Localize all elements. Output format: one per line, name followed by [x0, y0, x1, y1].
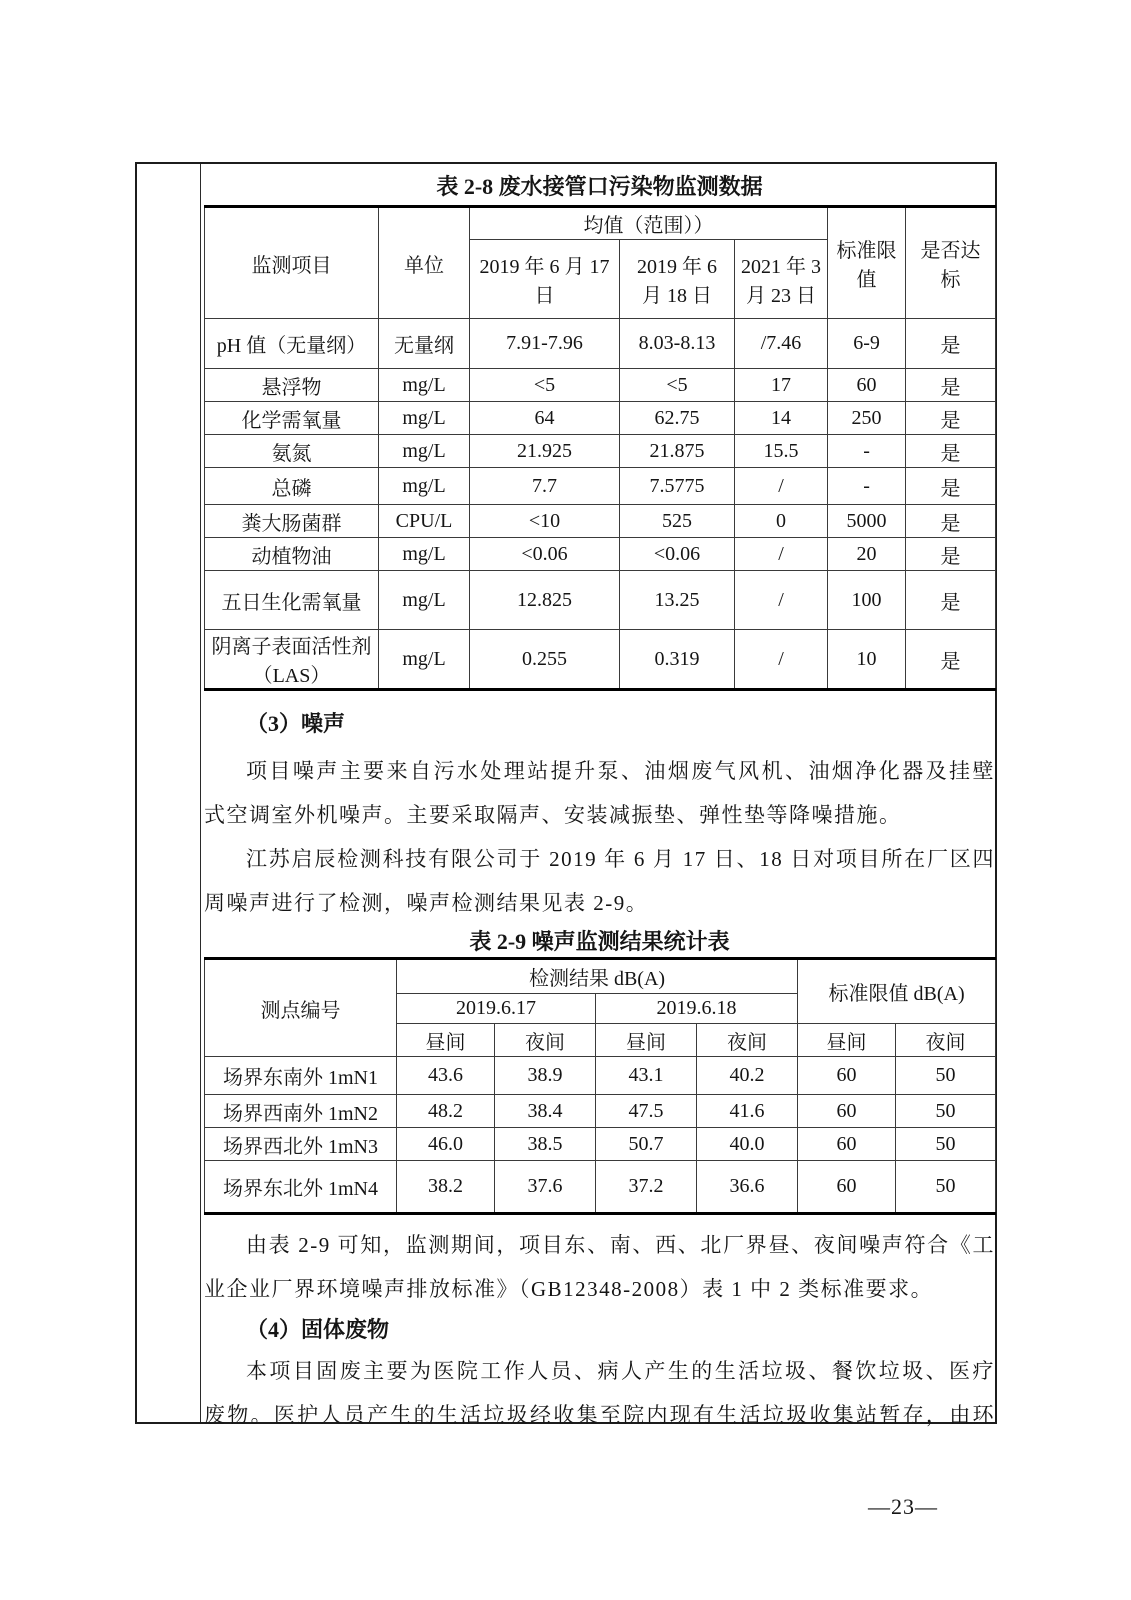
value-cell: 20 — [828, 538, 906, 571]
value-cell: 40.2 — [697, 1057, 798, 1095]
row-label-cell: 粪大肠菌群 — [205, 505, 379, 538]
row-label-cell: 化学需氧量 — [205, 402, 379, 435]
value-cell: 36.6 — [697, 1161, 798, 1214]
column-header-night: 夜间 — [896, 1024, 996, 1057]
table-row — [205, 630, 996, 690]
value-cell: 6-9 — [828, 319, 906, 369]
row-label-cell: 氨氮 — [205, 435, 379, 468]
column-header-date-3: 2021 年 3 月 23 日 — [735, 240, 828, 319]
value-cell: mg/L — [379, 435, 470, 468]
value-cell: <0.06 — [620, 538, 735, 571]
row-label-cell: 总磷 — [205, 468, 379, 505]
value-cell: 38.2 — [397, 1161, 495, 1214]
value-cell: 0.319 — [620, 630, 735, 690]
noise-paragraph-2 — [204, 837, 995, 925]
noise-table-body — [205, 1057, 996, 1214]
table-row — [205, 1128, 996, 1161]
row-label-cell: pH 值（无量纲） — [205, 319, 379, 369]
value-cell: 62.75 — [620, 402, 735, 435]
column-header-night: 夜间 — [495, 1024, 596, 1057]
value-cell: 60 — [798, 1057, 896, 1095]
table-row — [205, 505, 996, 538]
value-cell: 是 — [906, 319, 996, 369]
value-cell: <10 — [470, 505, 620, 538]
paragraph-line: 项目噪声主要来自污水处理站提升泵、油烟废气风机、油烟净化器及挂壁 — [246, 759, 995, 783]
column-header-limit: 标准限值 dB(A) — [798, 959, 996, 1024]
value-cell: 43.6 — [397, 1057, 495, 1095]
value-cell: / — [735, 538, 828, 571]
value-cell: 37.6 — [495, 1161, 596, 1214]
column-header-result: 检测结果 dB(A) — [397, 959, 798, 994]
value-cell: 38.9 — [495, 1057, 596, 1095]
value-cell: 47.5 — [596, 1095, 697, 1128]
paragraph-line: 本项目固废主要为医院工作人员、病人产生的生活垃圾、餐饮垃圾、医疗 — [246, 1359, 995, 1383]
value-cell: 60 — [798, 1161, 896, 1214]
column-header-date-2: 2019.6.18 — [596, 994, 798, 1024]
value-cell: / — [735, 468, 828, 505]
value-cell: 60 — [798, 1095, 896, 1128]
table-2-8-title: 表 2-8 废水接管口污染物监测数据 — [436, 174, 763, 199]
value-cell: 46.0 — [397, 1128, 495, 1161]
value-cell: 是 — [906, 369, 996, 402]
value-cell: 41.6 — [697, 1095, 798, 1128]
paragraph-line: 由表 2-9 可知，监测期间，项目东、南、西、北厂界昼、夜间噪声符合《工 — [246, 1233, 995, 1257]
value-cell: 60 — [828, 369, 906, 402]
value-cell: 48.2 — [397, 1095, 495, 1128]
table-row — [205, 402, 996, 435]
value-cell: /7.46 — [735, 319, 828, 369]
value-cell: 12.825 — [470, 571, 620, 630]
value-cell: 50 — [896, 1128, 996, 1161]
table-row — [205, 468, 996, 505]
value-cell: 38.5 — [495, 1128, 596, 1161]
value-cell: mg/L — [379, 369, 470, 402]
table-row — [205, 369, 996, 402]
value-cell: 60 — [798, 1128, 896, 1161]
value-cell: 7.7 — [470, 468, 620, 505]
column-header-compliant: 是否达标 — [906, 207, 996, 319]
value-cell: 100 — [828, 571, 906, 630]
value-cell: 40.0 — [697, 1128, 798, 1161]
value-cell: 是 — [906, 435, 996, 468]
document-frame — [135, 162, 997, 1427]
paragraph-line: 式空调室外机噪声。主要采取隔声、安装减振垫、弹性垫等降噪措施。 — [204, 803, 902, 827]
table-row — [205, 1161, 996, 1214]
value-cell: mg/L — [379, 571, 470, 630]
solid-waste-paragraph — [204, 1349, 995, 1437]
section-heading-noise: （3）噪声 — [246, 711, 346, 736]
value-cell: - — [828, 435, 906, 468]
value-cell: mg/L — [379, 538, 470, 571]
value-cell: 0.255 — [470, 630, 620, 690]
value-cell: / — [735, 571, 828, 630]
value-cell: 是 — [906, 538, 996, 571]
value-cell: 64 — [470, 402, 620, 435]
column-header-point: 测点编号 — [205, 959, 397, 1057]
value-cell: mg/L — [379, 468, 470, 505]
value-cell: 15.5 — [735, 435, 828, 468]
value-cell: 50 — [896, 1161, 996, 1214]
value-cell: 是 — [906, 402, 996, 435]
value-cell: 10 — [828, 630, 906, 690]
column-header-day: 昼间 — [397, 1024, 495, 1057]
column-header-day: 昼间 — [596, 1024, 697, 1057]
page-number: —23— — [868, 1494, 938, 1519]
value-cell: - — [828, 468, 906, 505]
column-header-unit: 单位 — [379, 207, 470, 319]
column-header-mean-range: 均值（范围）） — [470, 207, 828, 240]
value-cell: 17 — [735, 369, 828, 402]
table-row — [205, 319, 996, 369]
value-cell: 是 — [906, 630, 996, 690]
section-heading-solid-waste: （4）固体废物 — [246, 1317, 390, 1342]
value-cell: 是 — [906, 505, 996, 538]
table-header-row — [205, 207, 996, 240]
value-cell: 21.875 — [620, 435, 735, 468]
value-cell: 21.925 — [470, 435, 620, 468]
value-cell: 0 — [735, 505, 828, 538]
paragraph-line: 江苏启辰检测科技有限公司于 2019 年 6 月 17 日、18 日对项目所在厂区四 — [246, 847, 995, 871]
column-header-limit: 标准限值 — [828, 207, 906, 319]
value-cell: 无量纲 — [379, 319, 470, 369]
value-cell: 是 — [906, 468, 996, 505]
table-row — [205, 435, 996, 468]
value-cell: 5000 — [828, 505, 906, 538]
column-header-date-1: 2019.6.17 — [397, 994, 596, 1024]
value-cell: <5 — [620, 369, 735, 402]
row-label-cell: 动植物油 — [205, 538, 379, 571]
table-row — [205, 571, 996, 630]
paragraph-line: 周噪声进行了检测，噪声检测结果见表 2-9。 — [204, 891, 649, 915]
row-label-cell: 阴离子表面活性剂（LAS） — [205, 630, 379, 690]
value-cell: 50 — [896, 1095, 996, 1128]
value-cell: 525 — [620, 505, 735, 538]
value-cell: / — [735, 630, 828, 690]
value-cell: 14 — [735, 402, 828, 435]
noise-paragraph-1 — [204, 749, 995, 837]
row-label-cell: 悬浮物 — [205, 369, 379, 402]
column-header-date-1: 2019 年 6 月 17 日 — [470, 240, 620, 319]
noise-monitoring-table — [204, 957, 996, 1215]
paragraph-line: 废物。医护人员产生的生活垃圾经收集至院内现有生活垃圾收集站暂存，由环 — [204, 1403, 995, 1427]
value-cell: 8.03-8.13 — [620, 319, 735, 369]
row-label-cell: 场界西南外 1mN2 — [205, 1095, 397, 1128]
value-cell: CPU/L — [379, 505, 470, 538]
row-label-cell: 场界西北外 1mN3 — [205, 1128, 397, 1161]
wastewater-table-body — [205, 319, 996, 690]
table-2-9-title: 表 2-9 噪声监测结果统计表 — [469, 929, 730, 954]
row-label-cell: 五日生化需氧量 — [205, 571, 379, 630]
wastewater-monitoring-table — [204, 205, 996, 691]
value-cell: 43.1 — [596, 1057, 697, 1095]
column-header-item: 监测项目 — [205, 207, 379, 319]
row-label-cell: 场界东北外 1mN4 — [205, 1161, 397, 1214]
value-cell: <5 — [470, 369, 620, 402]
table-row — [205, 1095, 996, 1128]
value-cell: 7.5775 — [620, 468, 735, 505]
value-cell: <0.06 — [470, 538, 620, 571]
paragraph-line: 业企业厂界环境噪声排放标准》（GB12348-2008）表 1 中 2 类标准要求。 — [204, 1277, 934, 1301]
column-header-night: 夜间 — [697, 1024, 798, 1057]
table-row — [205, 1057, 996, 1095]
value-cell: mg/L — [379, 402, 470, 435]
page-content — [204, 166, 995, 1437]
value-cell: 50.7 — [596, 1128, 697, 1161]
value-cell: 7.91-7.96 — [470, 319, 620, 369]
value-cell: 50 — [896, 1057, 996, 1095]
value-cell: 13.25 — [620, 571, 735, 630]
wastewater-table-header — [205, 207, 996, 319]
column-header-day: 昼间 — [798, 1024, 896, 1057]
table-header-row — [205, 959, 996, 994]
value-cell: mg/L — [379, 630, 470, 690]
value-cell: 是 — [906, 571, 996, 630]
row-label-cell: 场界东南外 1mN1 — [205, 1057, 397, 1095]
value-cell: 38.4 — [495, 1095, 596, 1128]
value-cell: 37.2 — [596, 1161, 697, 1214]
table-row — [205, 538, 996, 571]
noise-table-header — [205, 959, 996, 1057]
column-header-date-2: 2019 年 6 月 18 日 — [620, 240, 735, 319]
value-cell: 250 — [828, 402, 906, 435]
conclusion-paragraph — [204, 1223, 995, 1311]
frame-column-divider — [200, 164, 201, 1422]
